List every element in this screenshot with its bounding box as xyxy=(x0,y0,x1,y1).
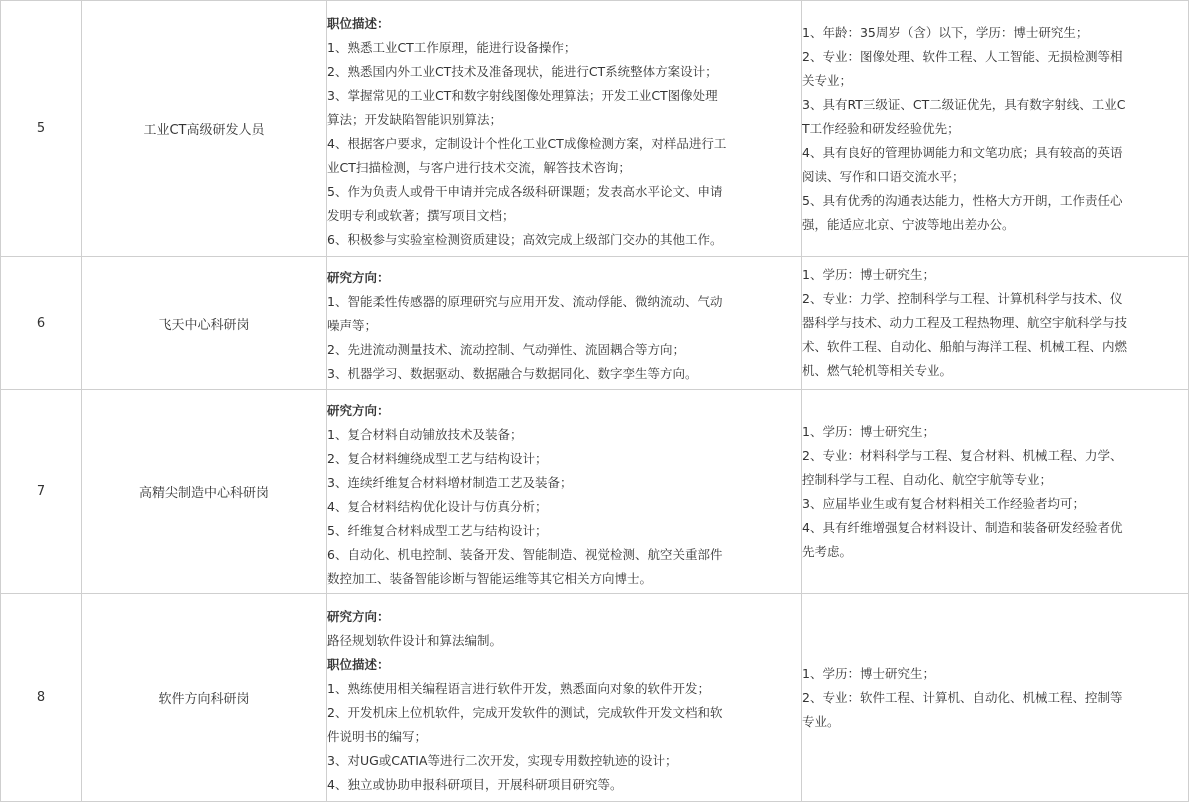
section-heading: 研究方向： xyxy=(327,608,390,624)
requirement-line: 机、燃气轮机等相关专业。 xyxy=(802,363,953,378)
job-table-body xyxy=(1,1,1189,802)
job-requirements xyxy=(802,1,1189,257)
description-line: 3、对UG或CATIA等进行二次开发，实现专用数控轨迹的设计； xyxy=(327,752,678,768)
requirement-line: 3、应届毕业生或有复合材料相关工作经验者均可； xyxy=(802,495,1085,511)
requirement-line: 2、专业：材料科学与工程、复合材料、机械工程、力学、 xyxy=(802,447,1123,463)
description-line: 2、复合材料缠绕成型工艺与结构设计； xyxy=(327,450,548,466)
requirement-line: 1、学历：博士研究生； xyxy=(802,665,935,681)
requirement-line: 控制科学与工程、自动化、航空宇航等专业； xyxy=(802,471,1053,487)
description-line: 算法；开发缺陷智能识别算法； xyxy=(327,111,503,127)
section-heading: 研究方向： xyxy=(327,402,390,418)
job-title: 飞天中心科研岗 xyxy=(82,257,327,390)
table-row xyxy=(1,390,1189,594)
table-row xyxy=(1,594,1189,802)
requirement-line: 2、专业：图像处理、软件工程、人工智能、无损检测等相 xyxy=(802,48,1123,64)
requirement-line: 4、具有纤维增强复合材料设计、制造和装备研发经验者优 xyxy=(802,519,1123,535)
requirement-line: 4、具有良好的管理协调能力和文笔功底；具有较高的英语 xyxy=(802,144,1123,160)
row-number: 5 xyxy=(1,1,82,257)
description-line: 1、熟悉工业CT工作原理，能进行设备操作； xyxy=(327,39,577,55)
section-heading: 职位描述： xyxy=(327,15,390,31)
description-line: 1、智能柔性传感器的原理研究与应用开发、流动俘能、微纳流动、气动 xyxy=(327,294,723,309)
table-row xyxy=(1,1,1189,257)
requirement-line: 1、学历：博士研究生； xyxy=(802,267,935,282)
requirement-line: 1、年龄：35周岁（含）以下，学历：博士研究生； xyxy=(802,24,1089,40)
description-line: 3、掌握常见的工业CT和数字射线图像处理算法；开发工业CT图像处理 xyxy=(327,87,718,103)
job-description xyxy=(327,390,802,594)
requirement-line: 5、具有优秀的沟通表达能力，性格大方开朗，工作责任心 xyxy=(802,192,1123,208)
requirement-line: 强，能适应北京、宁波等地出差办公。 xyxy=(802,216,1015,232)
description-line: 噪声等； xyxy=(327,318,378,333)
description-line: 业CT扫描检测，与客户进行技术交流，解答技术咨询； xyxy=(327,159,631,175)
requirement-line: 阅读、写作和口语交流水平； xyxy=(802,168,965,184)
requirement-line: 术、软件工程、自动化、船舶与海洋工程、机械工程、内燃 xyxy=(802,339,1128,354)
description-line: 6、积极参与实验室检测资质建设；高效完成上级部门交办的其他工作。 xyxy=(327,231,723,247)
description-line: 件说明书的编写； xyxy=(327,728,428,744)
description-line: 4、独立或协助申报科研项目，开展科研项目研究等。 xyxy=(327,776,623,792)
job-title: 软件方向科研岗 xyxy=(82,594,327,802)
description-line: 1、复合材料自动铺放技术及装备； xyxy=(327,426,523,442)
requirement-line: 2、专业：力学、控制科学与工程、计算机科学与技术、仪 xyxy=(802,291,1123,306)
requirement-line: 3、具有RT三级证、CT二级证优先，具有数字射线、工业C xyxy=(802,96,1126,112)
job-description xyxy=(327,257,802,390)
row-number: 6 xyxy=(1,257,82,390)
job-title: 工业CT高级研发人员 xyxy=(82,1,327,257)
job-requirements xyxy=(802,594,1189,802)
description-line: 5、作为负责人或骨干申请并完成各级科研课题；发表高水平论文、申请 xyxy=(327,183,723,199)
description-line: 6、自动化、机电控制、装备开发、智能制造、视觉检测、航空关重部件 xyxy=(327,546,723,562)
job-requirements xyxy=(802,390,1189,594)
description-line: 数控加工、装备智能诊断与智能运维等其它相关方向博士。 xyxy=(327,570,653,586)
table-row xyxy=(1,257,1189,390)
requirement-line: 器科学与技术、动力工程及工程热物理、航空宇航科学与技 xyxy=(802,315,1128,330)
job-description xyxy=(327,1,802,257)
requirement-line: T工作经验和研发经验优先； xyxy=(802,120,960,136)
section-heading: 职位描述： xyxy=(327,656,390,672)
description-line: 3、连续纤维复合材料增材制造工艺及装备； xyxy=(327,474,573,490)
requirement-line: 专业。 xyxy=(802,713,840,729)
description-line: 发明专利或软著；撰写项目文档； xyxy=(327,207,515,223)
description-line: 1、熟练使用相关编程语言进行软件开发，熟悉面向对象的软件开发； xyxy=(327,680,710,696)
description-line: 5、纤维复合材料成型工艺与结构设计； xyxy=(327,522,548,538)
section-heading: 研究方向： xyxy=(327,270,390,285)
description-line: 2、先进流动测量技术、流动控制、气动弹性、流固耦合等方向； xyxy=(327,342,685,357)
requirement-line: 关专业； xyxy=(802,72,853,88)
row-number: 8 xyxy=(1,594,82,802)
description-line: 2、开发机床上位机软件，完成开发软件的测试，完成软件开发文档和软 xyxy=(327,704,723,720)
description-line: 2、熟悉国内外工业CT技术及准备现状，能进行CT系统整体方案设计； xyxy=(327,63,718,79)
job-description xyxy=(327,594,802,802)
description-line: 4、复合材料结构优化设计与仿真分析； xyxy=(327,498,548,514)
requirement-line: 2、专业：软件工程、计算机、自动化、机械工程、控制等 xyxy=(802,689,1123,705)
job-requirements xyxy=(802,257,1189,390)
requirement-line: 先考虑。 xyxy=(802,543,853,559)
description-line: 3、机器学习、数据驱动、数据融合与数据同化、数字孪生等方向。 xyxy=(327,366,698,381)
description-line: 路径规划软件设计和算法编制。 xyxy=(327,632,503,648)
requirement-line: 1、学历：博士研究生； xyxy=(802,423,935,439)
row-number: 7 xyxy=(1,390,82,594)
job-title: 高精尖制造中心科研岗 xyxy=(82,390,327,594)
description-line: 4、根据客户要求，定制设计个性化工业CT成像检测方案，对样品进行工 xyxy=(327,135,727,151)
